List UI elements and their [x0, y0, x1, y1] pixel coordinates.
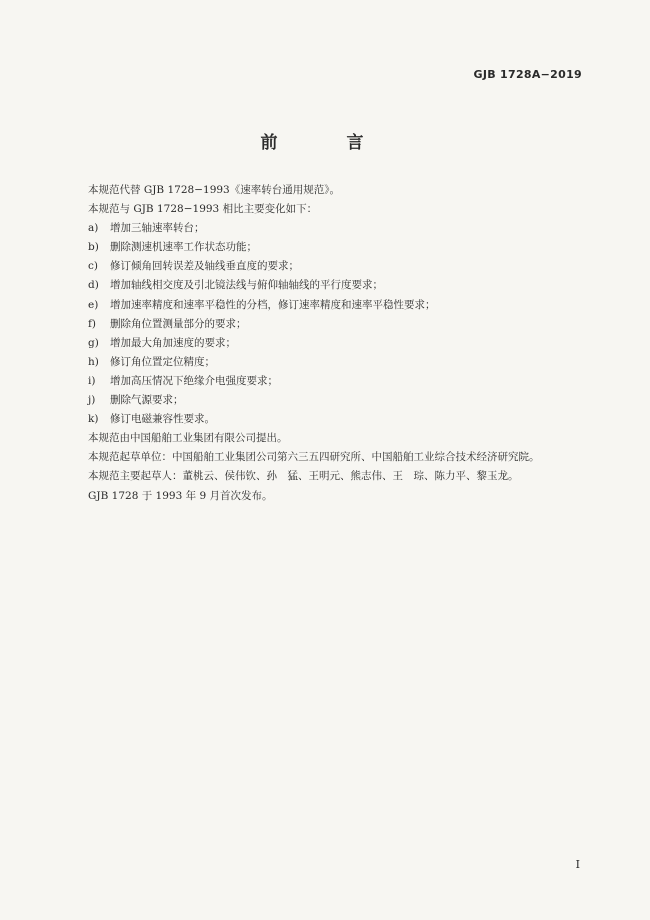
change-item-k: [88, 410, 608, 429]
list-item-text: 增加三轴速率转台；: [110, 222, 205, 235]
page-title: 前 言: [260, 133, 390, 153]
page-number: I: [575, 858, 580, 871]
list-item-text: 删除气源要求；: [110, 394, 184, 407]
list-item-text: 修订倾角回转误差及轴线垂直度的要求；: [110, 260, 299, 273]
list-item-text: 删除测速机速率工作状态功能；: [110, 241, 257, 254]
change-item-d: [88, 276, 608, 295]
list-marker: j): [88, 394, 96, 407]
intro-line-2: 本规范与 GJB 1728−1993 相比主要变化如下：: [88, 203, 318, 216]
list-marker: b): [88, 241, 99, 254]
change-item-a: [88, 219, 608, 238]
list-marker: d): [88, 279, 99, 292]
list-marker: g): [88, 336, 99, 349]
change-item-i: [88, 372, 608, 391]
list-marker: f): [88, 317, 96, 330]
drafters-line: 本规范主要起草人：董桃云、侯伟钦、孙 猛、王明元、熊志伟、王 琮、陈力平、黎玉龙。: [88, 470, 519, 483]
list-item-text: 增加最大角加速度的要求；: [110, 336, 236, 349]
change-item-j: [88, 391, 608, 410]
first-issue-line: GJB 1728 于 1993 年 9 月首次发布。: [88, 489, 273, 502]
proposer-line: 本规范由中国船舶工业集团有限公司提出。: [88, 432, 288, 445]
list-item-text: 修订角位置定位精度；: [110, 355, 215, 368]
change-item-f: [88, 315, 608, 334]
standard-code: GJB 1728A−2019: [473, 68, 582, 81]
change-item-e: [88, 296, 608, 315]
list-marker: h): [88, 355, 99, 368]
change-item-h: [88, 353, 608, 372]
list-marker: k): [88, 413, 99, 426]
list-marker: e): [88, 298, 99, 311]
list-marker: a): [88, 222, 99, 235]
list-marker: i): [88, 374, 96, 387]
drafting-units-line: 本规范起草单位：中国船舶工业集团公司第六三五四研究所、中国船舶工业综合技术经济研究院。: [88, 451, 540, 464]
list-marker: c): [88, 260, 98, 273]
change-item-g: [88, 334, 608, 353]
list-item-text: 增加高压情况下绝缘介电强度要求；: [110, 374, 278, 387]
change-item-b: [88, 238, 608, 257]
list-item-text: 增加速率精度和速率平稳性的分档，修订速率精度和速率平稳性要求；: [110, 298, 436, 311]
list-item-text: 删除角位置测量部分的要求；: [110, 317, 247, 330]
change-item-c: [88, 257, 608, 276]
document-body: [88, 181, 608, 506]
intro-line-1: 本规范代替 GJB 1728−1993《速率转台通用规范》。: [88, 184, 340, 196]
list-item-text: 修订电磁兼容性要求。: [110, 413, 215, 426]
list-item-text: 增加轴线相交度及引北镜法线与俯仰轴轴线的平行度要求；: [110, 279, 383, 292]
